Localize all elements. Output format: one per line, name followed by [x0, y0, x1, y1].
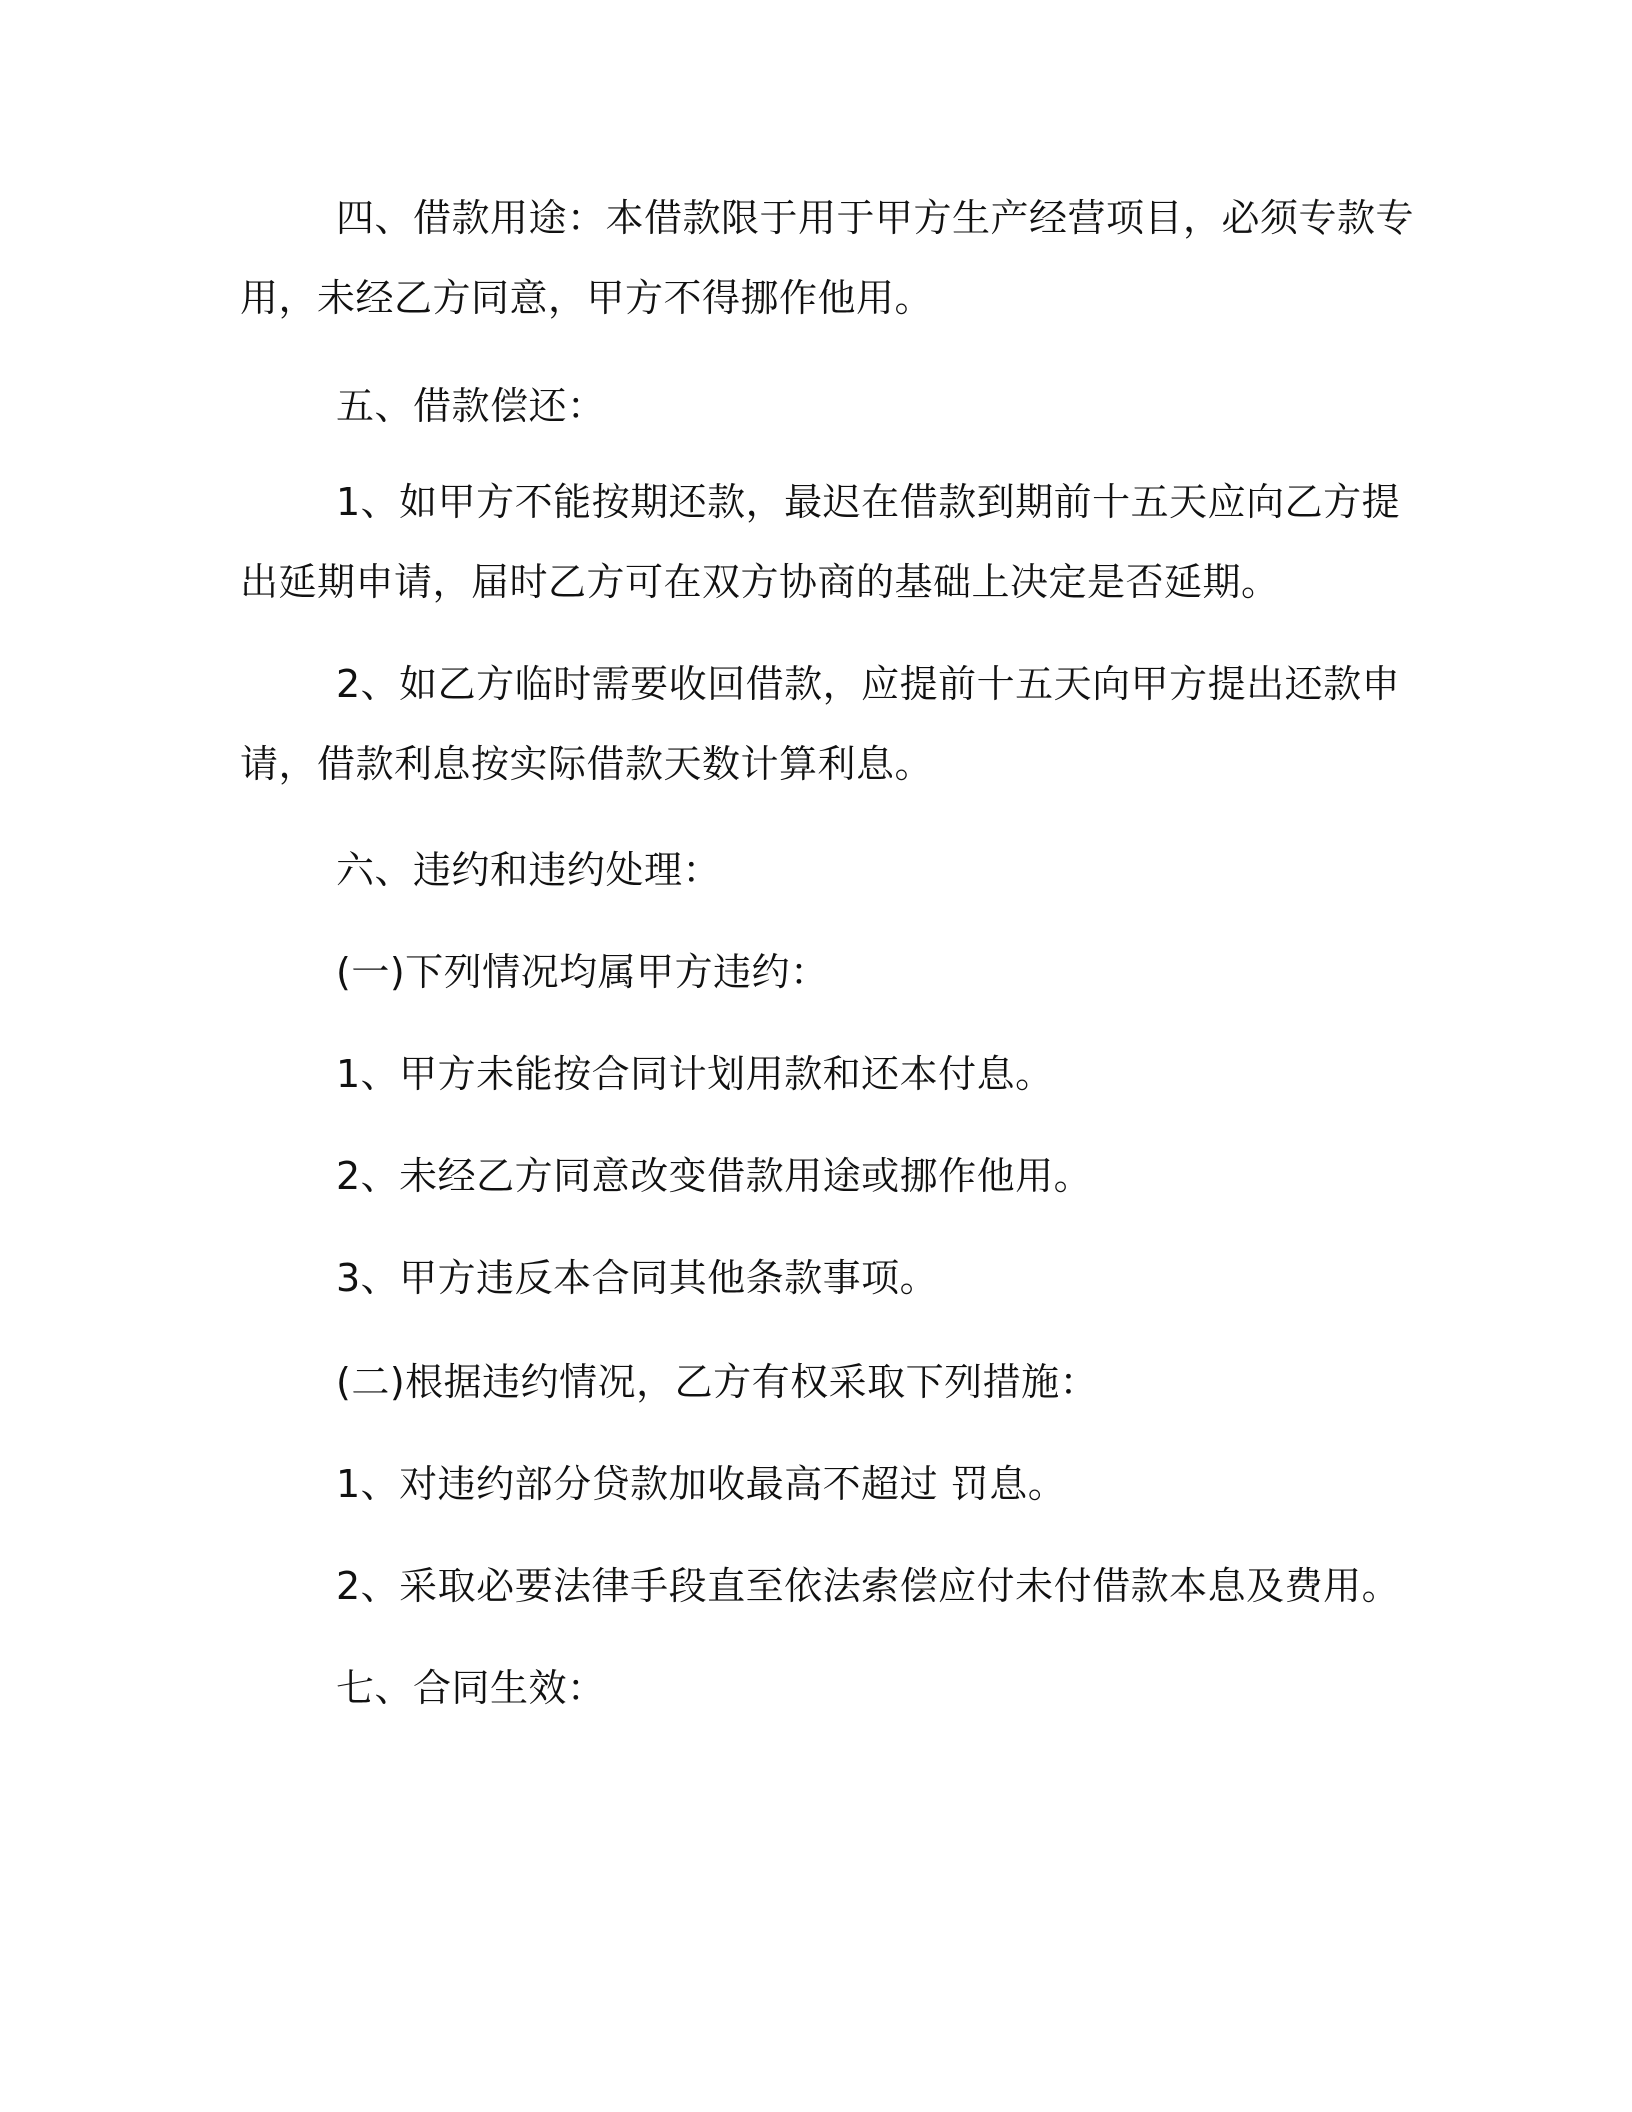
clause-6-section-a-line: (一)下列情况均属甲方违约： [336, 950, 829, 994]
clause-7-heading [240, 1648, 1396, 1728]
clause-5-item-1 [240, 462, 1401, 622]
clause-5-item-1-line-2: 出延期申请，届时乙方可在双方协商的基础上决定是否延期。 [240, 560, 1280, 604]
clause-6-b-item-1 [240, 1444, 1396, 1524]
clause-5-heading [240, 366, 1396, 446]
clause-5-line-1: 五、借款偿还： [336, 384, 606, 428]
clause-6-a-item-3-line: 3、甲方违反本合同其他条款事项。 [336, 1256, 939, 1300]
clause-6-b-item-1-line: 1、对违约部分贷款加收最高不超过 罚息。 [336, 1462, 1067, 1506]
clause-4-loan-purpose [240, 178, 1415, 338]
clause-7-line-1: 七、合同生效： [336, 1666, 606, 1710]
clause-6-a-item-2-line: 2、未经乙方同意改变借款用途或挪作他用。 [336, 1154, 1093, 1198]
clause-5-item-2-line-1: 2、如乙方临时需要收回借款，应提前十五天向甲方提出还款申 [336, 662, 1401, 706]
clause-6-b-item-2-line: 2、采取必要法律手段直至依法索偿应付未付借款本息及费用。 [336, 1564, 1401, 1608]
clause-5-item-1-line-1: 1、如甲方不能按期还款，最迟在借款到期前十五天应向乙方提 [336, 480, 1401, 524]
clause-6-line-1: 六、违约和违约处理： [336, 848, 722, 892]
clause-6-section-b [240, 1342, 1396, 1422]
clause-6-a-item-3 [240, 1238, 1396, 1318]
clause-6-b-item-2 [240, 1546, 1401, 1626]
clause-5-item-2 [240, 644, 1401, 804]
clause-6-a-item-1-line: 1、甲方未能按合同计划用款和还本付息。 [336, 1052, 1054, 1096]
clause-4-line-2: 用，未经乙方同意，甲方不得挪作他用。 [240, 276, 934, 320]
clause-6-section-a [240, 932, 1396, 1012]
clause-6-heading [240, 830, 1396, 910]
clause-6-a-item-1 [240, 1034, 1396, 1114]
clause-6-section-b-line: (二)根据违约情况，乙方有权采取下列措施： [336, 1360, 1099, 1404]
clause-4-line-1: 四、借款用途：本借款限于用于甲方生产经营项目，必须专款专 [336, 196, 1415, 240]
clause-5-item-2-line-2: 请，借款利息按实际借款天数计算利息。 [240, 742, 934, 786]
clause-6-a-item-2 [240, 1136, 1396, 1216]
